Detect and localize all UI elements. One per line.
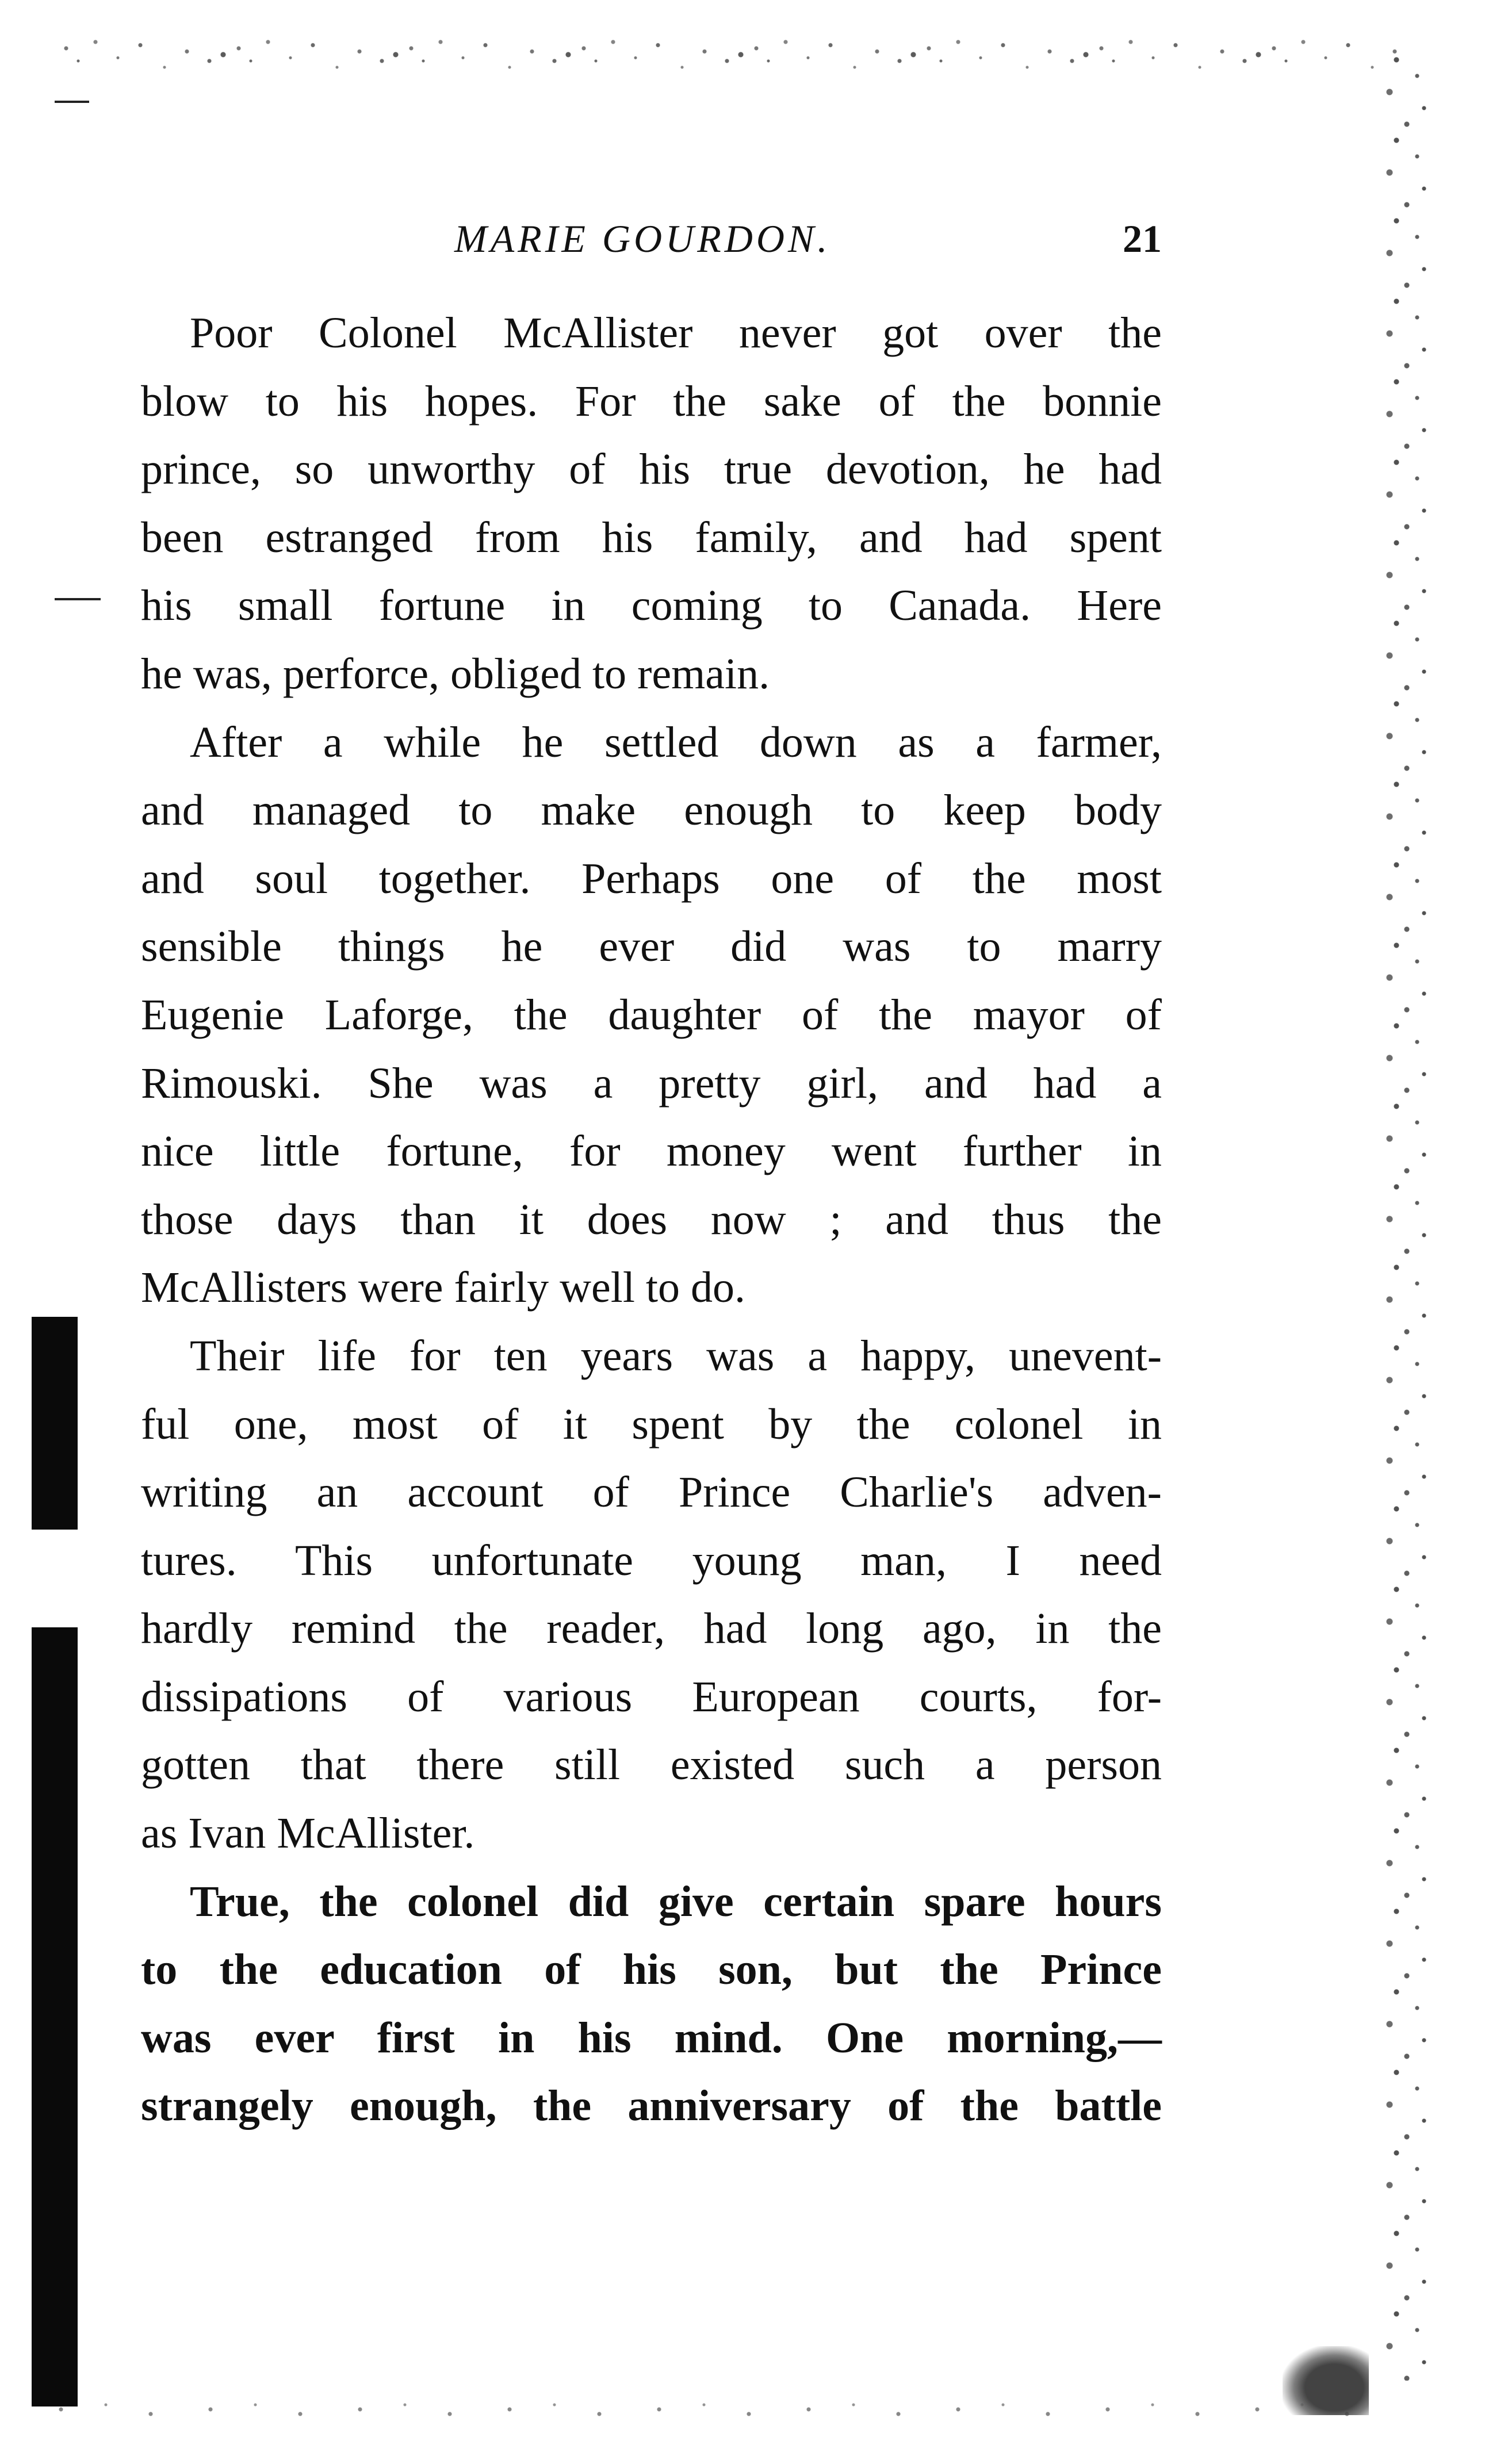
scan-mark	[55, 598, 101, 600]
binding-shadow-lower	[32, 1627, 78, 2406]
binding-shadow-upper	[32, 1317, 78, 1530]
paragraph	[141, 708, 1162, 1322]
text-line: writing an account of Prince Charlie's adven-	[141, 1468, 1162, 1517]
text-line: Poor Colonel McAllister never got over the	[190, 309, 1162, 357]
text-line: tures. This unfortunate young man, I need	[141, 1536, 1162, 1585]
text-line: blow to his hopes. For the sake of the bonnie	[141, 377, 1162, 426]
text-line: hardly remind the reader, had long ago, in the	[141, 1604, 1162, 1653]
text-line: he was, perforce, obliged to remain.	[141, 649, 770, 698]
text-line: nice little fortune, for money went further in	[141, 1127, 1162, 1176]
text-line: McAllisters were fairly well to do.	[141, 1263, 746, 1312]
text-line: strangely enough, the anniversary of the battle	[141, 2082, 1162, 2130]
text-line: Their life for ten years was a happy, unevent-	[190, 1331, 1162, 1380]
body-text	[141, 299, 1162, 2140]
text-line: and soul together. Perhaps one of the most	[141, 854, 1162, 903]
text-line: and managed to make enough to keep body	[141, 786, 1162, 835]
text-line: to the education of his son, but the Prince	[141, 1945, 1162, 1994]
scan-edge-right	[1369, 52, 1438, 2381]
scan-edge-top	[58, 23, 1409, 86]
text-line: been estranged from his family, and had spent	[141, 513, 1162, 562]
page-header	[138, 213, 1162, 265]
text-line: ful one, most of it spent by the colonel in	[141, 1400, 1162, 1448]
scan-edge-bottom	[46, 2386, 1398, 2432]
text-line: as Ivan McAllister.	[141, 1809, 475, 1858]
text-line: True, the colonel did give certain spare hours	[190, 1877, 1162, 1926]
paragraph	[141, 1868, 1162, 2140]
text-line: those days than it does now ; and thus the	[141, 1195, 1162, 1244]
text-line: his small fortune in coming to Canada. Here	[141, 581, 1162, 630]
page-number: 21	[1123, 217, 1162, 260]
text-line: gotten that there still existed such a person	[141, 1741, 1162, 1789]
text-line: Eugenie Laforge, the daughter of the mayor of	[141, 990, 1162, 1039]
paragraph	[141, 299, 1162, 708]
text-line: dissipations of various European courts, for-	[141, 1672, 1162, 1721]
text-line: sensible things he ever did was to marry	[141, 922, 1162, 971]
text-line: After a while he settled down as a farmer,	[190, 718, 1162, 767]
text-line: Rimouski. She was a pretty girl, and had a	[141, 1059, 1162, 1108]
text-line: was ever first in his mind. One morning,—	[141, 2013, 1162, 2062]
text-line: prince, so unworthy of his true devotion, he had	[141, 445, 1162, 494]
scan-mark	[55, 101, 89, 103]
running-title: MARIE GOURDON.	[454, 217, 831, 260]
paragraph	[141, 1322, 1162, 1868]
scan-smudge	[1283, 2346, 1369, 2415]
